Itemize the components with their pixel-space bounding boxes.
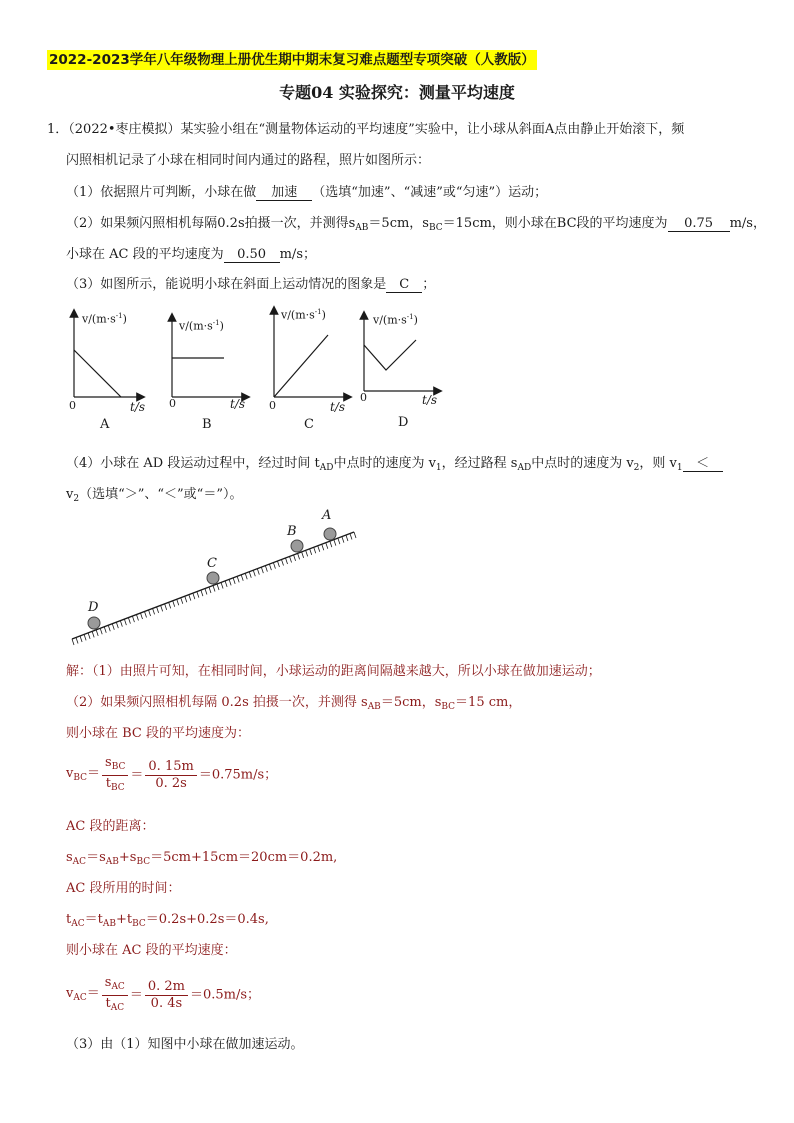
hatch-mark xyxy=(197,592,199,598)
part2-text-d: m/s， xyxy=(729,216,766,231)
graph-a-ylabel: $v/(m\cdot s^{-1})$ xyxy=(82,312,127,326)
hatch-mark xyxy=(318,546,320,552)
hatch-mark xyxy=(104,627,106,633)
hatch-mark xyxy=(161,605,163,611)
hatch-mark xyxy=(132,616,134,622)
part3-text-a: （3）如图所示，能说明小球在斜面上运动情况的图象是 xyxy=(66,277,387,292)
hatch-mark xyxy=(221,582,223,588)
graph-d-ylabel: $v/(m\cdot s^{-1})$ xyxy=(373,313,418,327)
question-intro-line2: 闪照相机记录了小球在相同时间内通过的路程，照片如图所示： xyxy=(66,153,431,168)
hatch-mark xyxy=(273,563,275,569)
hatch-mark xyxy=(80,636,82,642)
hatch-mark xyxy=(314,547,316,553)
hatch-mark xyxy=(209,587,211,593)
hatch-mark xyxy=(177,599,179,605)
part1-answer: 加速 xyxy=(256,181,312,201)
hatch-mark xyxy=(354,532,356,538)
incline-diagram xyxy=(68,508,368,648)
graph-b-xlabel: t/s xyxy=(230,397,246,411)
hatch-mark xyxy=(112,624,114,630)
hatch-mark xyxy=(330,541,332,547)
part2-text-b: ＝5cm，s xyxy=(368,216,429,231)
part2-sub-bc: BC xyxy=(428,223,443,233)
part4-text-d: 中点时的速度为 v xyxy=(531,456,634,471)
part3-answer: C xyxy=(386,277,422,293)
header-banner: 2022-2023学年八年级物理上册优生期中期末复习难点题型专项突破（人教版） xyxy=(49,52,535,68)
part1-line xyxy=(66,181,547,201)
hatch-mark xyxy=(350,534,352,540)
part4-sub2: 1 xyxy=(435,463,442,473)
graph-c-ylabel: $v/(m\cdot s^{-1})$ xyxy=(281,308,326,322)
hatch-mark xyxy=(249,572,251,578)
hatch-mark xyxy=(217,584,219,590)
point-label-b: B xyxy=(287,524,297,539)
graph-a-line xyxy=(74,350,121,397)
part2-text-f: m/s； xyxy=(279,247,316,262)
hatch-mark xyxy=(261,567,263,573)
hatch-mark xyxy=(181,598,183,604)
hatch-mark xyxy=(342,537,344,543)
hatch-mark xyxy=(100,628,102,634)
graph-c xyxy=(274,310,348,397)
solution-line3: 则小球在 BC 段的平均速度为： xyxy=(66,726,251,741)
part2-sub-ab: AB xyxy=(355,223,369,233)
question-intro-line1: 1．（2022•枣庄模拟）某实验小组在“测量物体运动的平均速度”实验中，让小球从斜面A点由静止开始滚下，频 xyxy=(47,122,685,137)
graph-d-label: D xyxy=(398,415,409,430)
graph-d-line xyxy=(364,340,416,370)
hatch-mark xyxy=(338,538,340,544)
part4-text-c: ，经过路程 s xyxy=(441,456,518,471)
part4-text-e: ，则 v xyxy=(639,456,677,471)
part2-text-c: ＝15cm，则小球在BC段的平均速度为 xyxy=(442,216,668,231)
hatch-mark xyxy=(281,560,283,566)
hatch-mark xyxy=(241,575,243,581)
hatch-mark xyxy=(201,590,203,596)
part4-text-b: 中点时的速度为 v xyxy=(333,456,436,471)
page-title: 专题04 实验探究：测量平均速度 xyxy=(279,83,515,102)
hatch-mark xyxy=(229,579,231,585)
part4-text-a: （4）小球在 AD 段运动过程中，经过时间 t xyxy=(66,456,320,471)
hatch-mark xyxy=(294,555,296,561)
hatch-mark xyxy=(72,639,74,645)
hatch-mark xyxy=(136,615,138,621)
ball-b xyxy=(291,540,303,552)
graph-b-origin: 0 xyxy=(169,397,176,410)
hatch-mark xyxy=(322,544,324,550)
graph-c-label: C xyxy=(304,417,314,432)
part4-line2 xyxy=(66,483,242,504)
hatch-mark xyxy=(213,586,215,592)
part2-line1 xyxy=(66,212,766,233)
hatch-mark xyxy=(334,540,336,546)
graph-a-origin: 0 xyxy=(69,399,76,412)
hatch-mark xyxy=(120,621,122,627)
hatch-mark xyxy=(96,630,98,636)
hatch-mark xyxy=(92,631,94,637)
part2-answer1: 0.75 xyxy=(668,216,730,232)
solution-line2: （2）如果频闪照相机每隔 0.2s 拍摄一次，并测得 $s_{AB}=5cm$，$s_{BC}=15$ cm， xyxy=(66,695,522,712)
graph-d-xlabel: t/s xyxy=(422,393,438,407)
hatch-mark xyxy=(290,556,292,562)
hatch-mark xyxy=(145,611,147,617)
part1-text-b: （选填“加速”、“减速”或“匀速”）运动； xyxy=(312,185,548,200)
formula-vbc: $v_{BC}=$ $\frac{s_{BC}}{t_{BC}}$ ＝ $\frac{0. 15m}{0. 2s}$ ＝0.75m/s； xyxy=(66,755,278,793)
hatch-mark xyxy=(169,602,171,608)
hatch-mark xyxy=(124,619,126,625)
part3-text-b: ； xyxy=(422,277,436,292)
hatch-mark xyxy=(193,593,195,599)
hatch-mark xyxy=(253,570,255,576)
part3-line xyxy=(66,273,435,293)
graph-b-ylabel: $v/(m\cdot s^{-1})$ xyxy=(179,319,224,333)
hatch-mark xyxy=(245,573,247,579)
hatch-mark xyxy=(277,561,279,567)
solution-tac: $t_{AC}=t_{AB}+t_{BC}=0.2s+0.2s=0.4s$, xyxy=(66,912,269,929)
vt-graphs xyxy=(56,305,456,445)
part4-line1 xyxy=(66,452,723,473)
formula-vac: $v_{AC}=$ $\frac{s_{AC}}{t_{AC}}$ ＝ $\frac{0. 2m}{0. 4s}$ ＝0.5m/s； xyxy=(66,975,261,1013)
ball-c xyxy=(207,572,219,584)
part4-sub1: AD xyxy=(319,463,334,473)
graph-d-origin: 0 xyxy=(360,391,367,404)
part2-text-a: （2）如果频闪照相机每隔0.2s拍摄一次，并测得s xyxy=(66,216,356,231)
ball-d xyxy=(88,617,100,629)
hatch-mark xyxy=(173,601,175,607)
hatch-mark xyxy=(157,607,159,613)
hatch-mark xyxy=(265,566,267,572)
hatch-mark xyxy=(140,613,142,619)
hatch-mark xyxy=(225,581,227,587)
hatch-mark xyxy=(88,633,90,639)
hatch-mark xyxy=(237,576,239,582)
graph-c-xlabel: t/s xyxy=(330,400,346,414)
part4-text-f: v xyxy=(66,487,74,502)
graph-c-line xyxy=(274,335,328,397)
hatch-mark xyxy=(269,564,271,570)
hatch-mark xyxy=(306,550,308,556)
solution-line7: （3）由（1）知图中小球在做加速运动。 xyxy=(66,1037,304,1052)
point-label-d: D xyxy=(88,600,99,615)
hatch-mark xyxy=(76,637,78,643)
hatch-mark xyxy=(346,535,348,541)
part4-sub5: 1 xyxy=(676,463,683,473)
hatch-mark xyxy=(185,596,187,602)
part1-text-a: （1）依据照片可判断，小球在做 xyxy=(66,185,257,200)
graph-a-label: A xyxy=(100,417,110,432)
hatch-mark xyxy=(128,618,130,624)
hatch-mark xyxy=(84,634,86,640)
hatch-mark xyxy=(326,543,328,549)
solution-line5: AC 段所用的时间： xyxy=(66,881,181,896)
solution-line4: AC 段的距离： xyxy=(66,819,155,834)
part2-answer2: 0.50 xyxy=(224,247,280,263)
hatch-mark xyxy=(189,595,191,601)
incline-svg xyxy=(68,508,368,648)
hatch-mark xyxy=(302,552,304,558)
part4-sub3: AD xyxy=(517,463,532,473)
graph-a-xlabel: t/s xyxy=(130,400,146,414)
hatch-mark xyxy=(165,604,167,610)
solution-line6: 则小球在 AC 段的平均速度： xyxy=(66,943,237,958)
graph-c-origin: 0 xyxy=(269,399,276,412)
graph-b-label: B xyxy=(202,417,212,432)
part4-sub4: 2 xyxy=(633,463,640,473)
part4-text-g: （选填“＞”、“＜”或“＝”）。 xyxy=(79,487,243,502)
hatch-mark xyxy=(149,610,151,616)
hatch-mark xyxy=(108,625,110,631)
part2-line2 xyxy=(66,243,316,263)
hatch-mark xyxy=(310,549,312,555)
hatch-mark xyxy=(153,608,155,614)
part2-text-e: 小球在 AC 段的平均速度为 xyxy=(66,247,224,262)
solution-sac: $s_{AC}=s_{AB}+s_{BC}=5cm+15cm=20cm=0.2m$, xyxy=(66,850,338,867)
incline-hatching xyxy=(72,532,356,645)
solution-line1: 解：（1）由照片可知，在相同时间，小球运动的距离间隔越来越大，所以小球在做加速运动； xyxy=(66,664,601,679)
ball-a xyxy=(324,528,336,540)
point-label-c: C xyxy=(207,556,217,571)
hatch-mark xyxy=(286,558,288,564)
hatch-mark xyxy=(233,578,235,584)
part4-answer: ＜ xyxy=(683,452,723,472)
hatch-mark xyxy=(116,622,118,628)
point-label-a: A xyxy=(322,508,332,523)
part4-sub6: 2 xyxy=(73,494,80,504)
hatch-mark xyxy=(205,589,207,595)
hatch-mark xyxy=(257,569,259,575)
hatch-mark xyxy=(298,553,300,559)
